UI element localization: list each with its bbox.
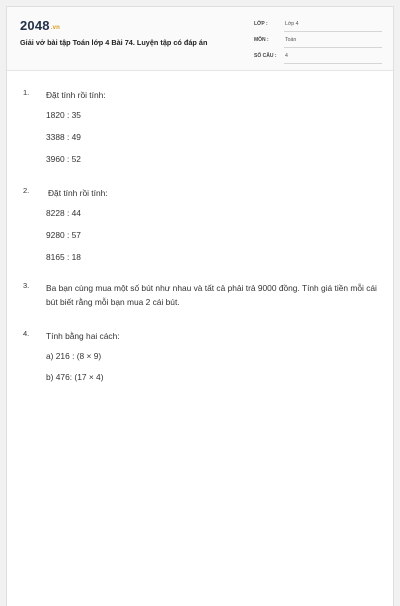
- question-item: 3960 : 52: [46, 154, 81, 164]
- meta-row-subject: [254, 36, 382, 49]
- question-item: 1820 : 35: [46, 110, 81, 120]
- question-text: Ba bạn cùng mua một số bút như nhau và tất cả phải trả 9000 đồng. Tính giá tiền mỗi cái bút biết rằng mỗi bạn mua 2 cái bút.: [46, 283, 377, 307]
- question-item: 9280 : 57: [46, 230, 81, 240]
- page-title: Giải vở bài tập Toán lớp 4 Bài 74. Luyện tập có đáp án: [20, 38, 208, 47]
- worksheet-meta: [254, 20, 382, 68]
- question-item: a) 216 : (8 × 9): [46, 351, 102, 361]
- question-item: 8165 : 18: [46, 252, 81, 262]
- meta-label-question-count: SỐ CÂU :: [254, 53, 277, 59]
- meta-row-question-count: [254, 52, 382, 65]
- logo-text: 2048: [20, 18, 50, 33]
- question-number: 4.: [23, 329, 30, 338]
- meta-label-subject: MÔN :: [254, 37, 269, 43]
- question-item: 8228 : 44: [46, 208, 81, 218]
- question-number: 3.: [23, 281, 30, 290]
- worksheet-page: [6, 6, 394, 606]
- question-number: 2.: [23, 186, 30, 195]
- question-item: 3388 : 49: [46, 132, 81, 142]
- meta-value-question-count: 4: [284, 52, 382, 64]
- question-number: 1.: [23, 88, 30, 97]
- question-text: Đặt tính rồi tính:: [48, 188, 108, 198]
- question-item: b) 476: (17 × 4): [46, 372, 104, 382]
- worksheet-header: [7, 7, 393, 71]
- question-text: Tính bằng hai cách:: [46, 331, 120, 341]
- meta-label-grade: LỚP :: [254, 21, 268, 27]
- meta-row-grade: [254, 20, 382, 33]
- meta-value-subject: Toán: [284, 36, 382, 48]
- question-text: Đặt tính rồi tính:: [46, 90, 106, 100]
- meta-value-grade: Lớp 4: [284, 20, 382, 32]
- logo-tld: .vn: [50, 25, 61, 31]
- site-logo[interactable]: [20, 18, 60, 33]
